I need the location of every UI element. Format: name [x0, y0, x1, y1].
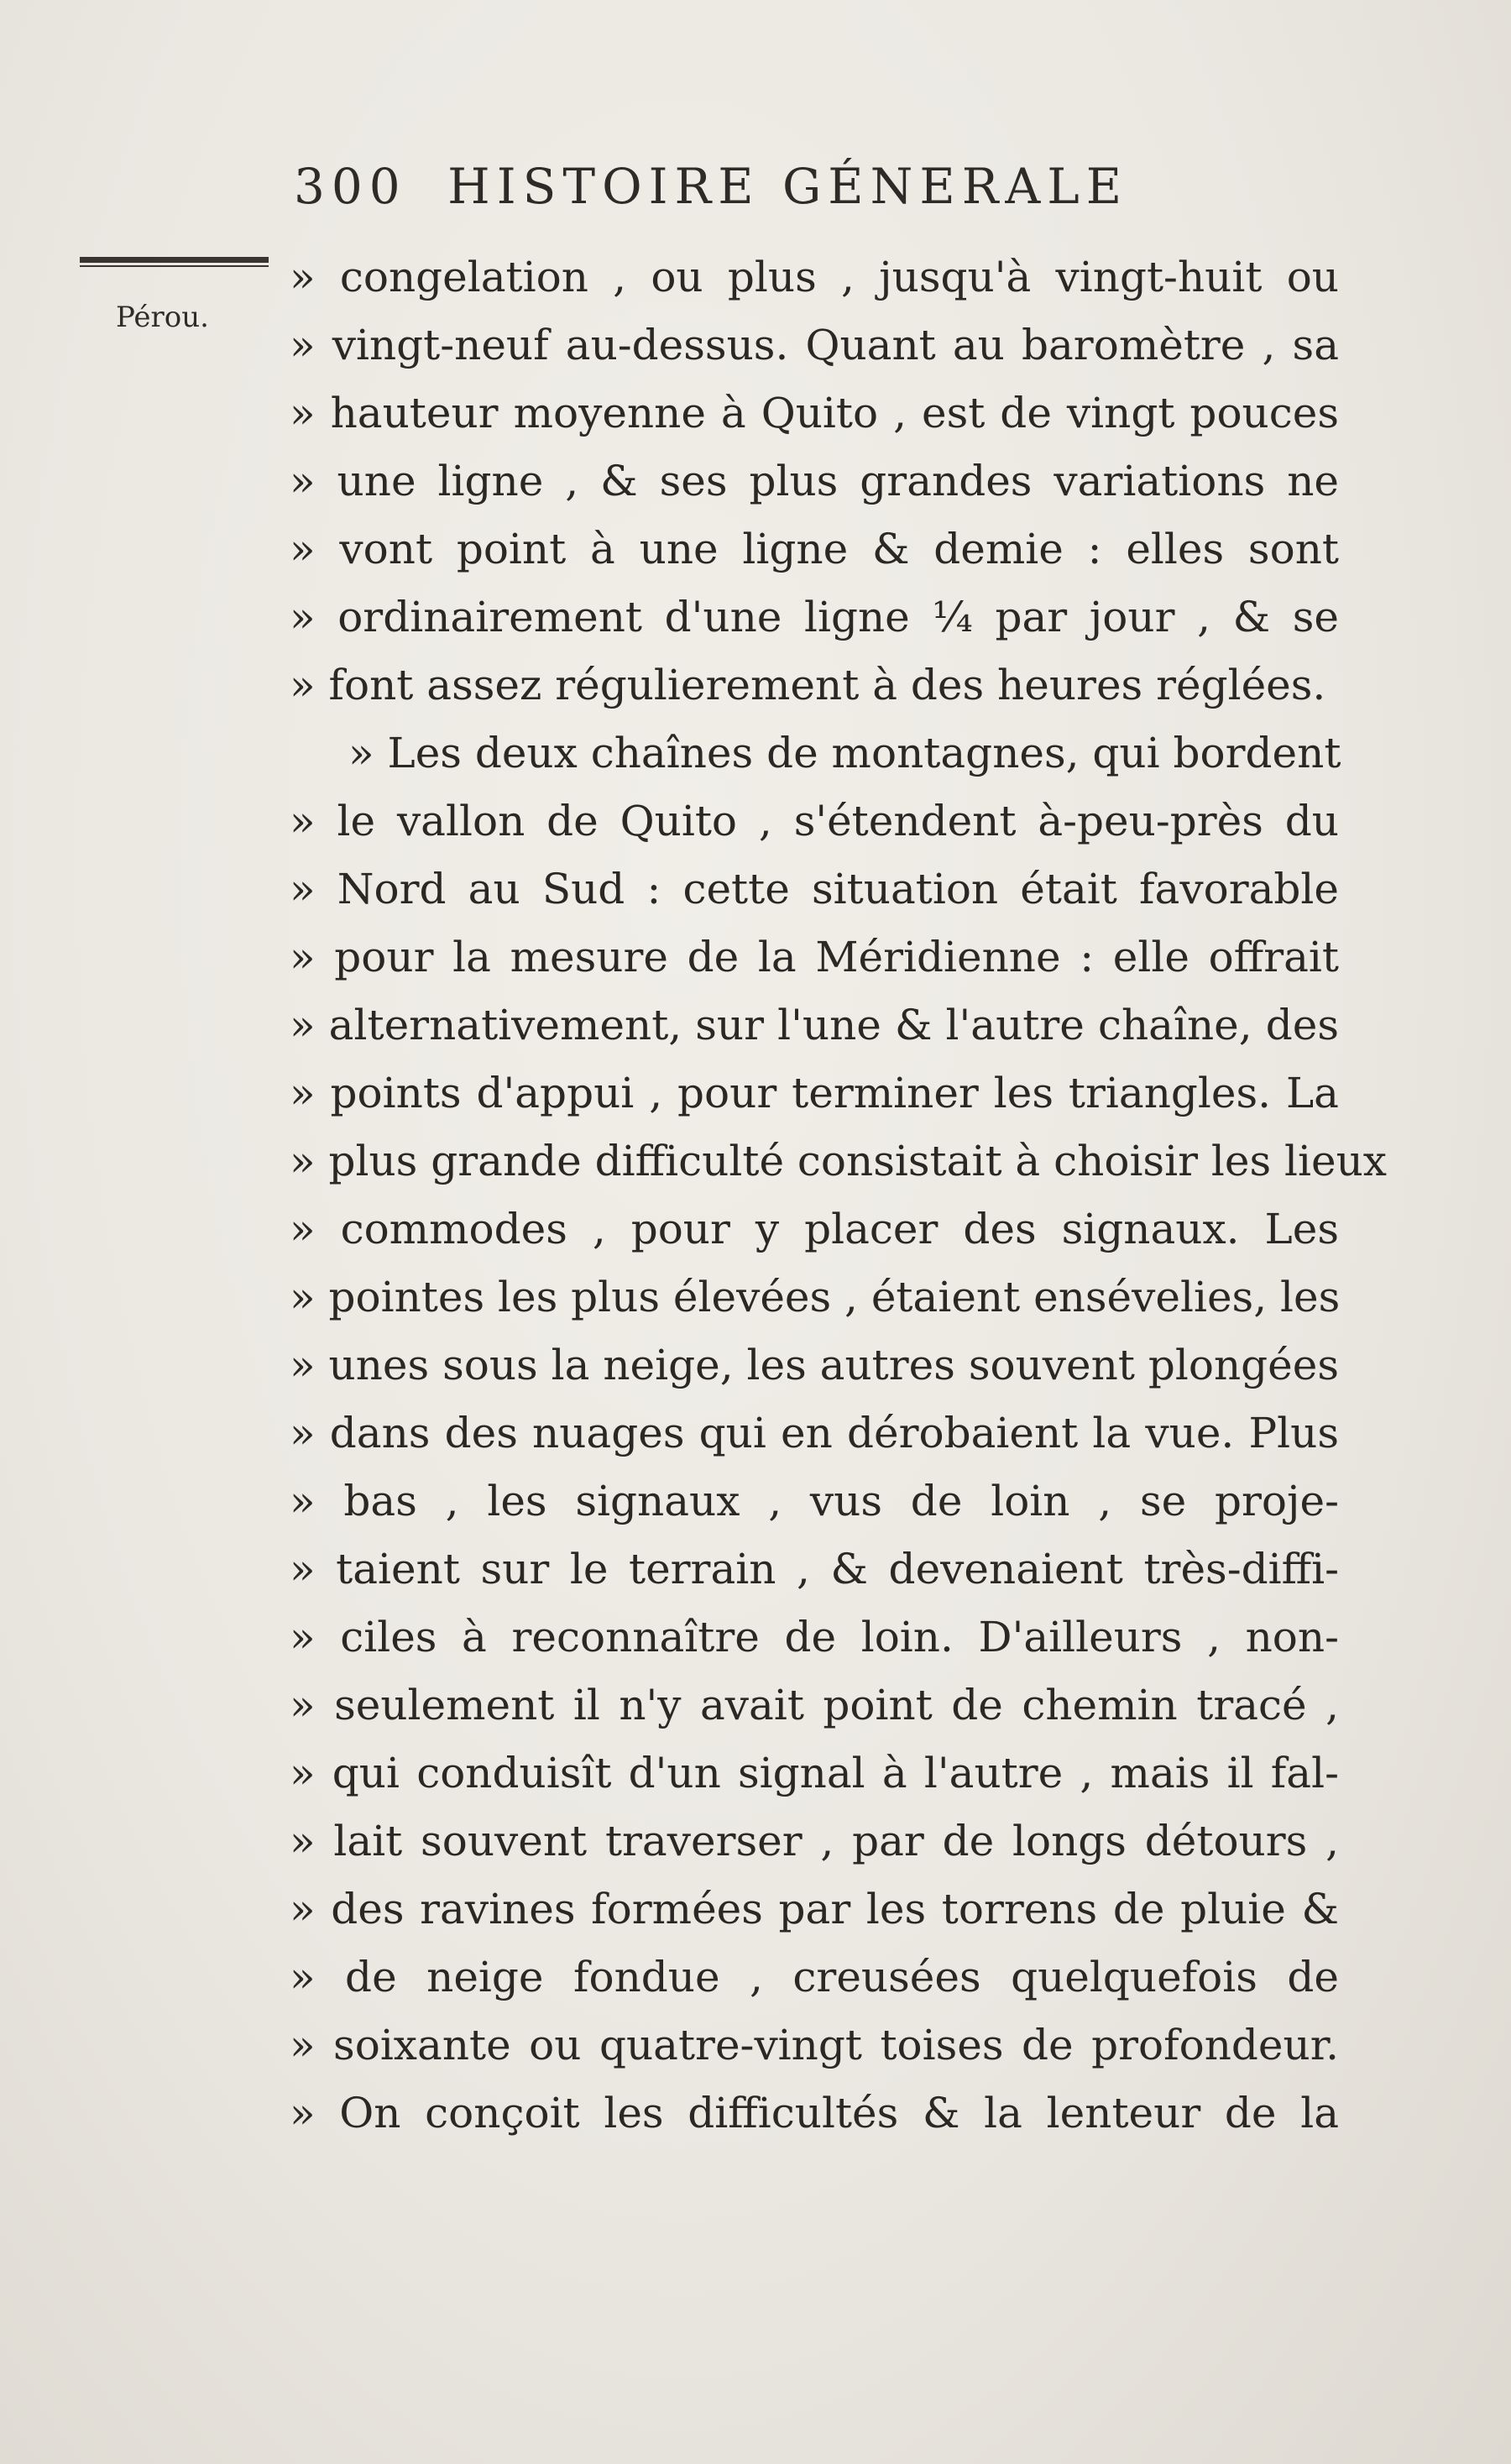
text-line: » qui conduisît d'un signal à l'autre , mais il fal-	[290, 1749, 1339, 1797]
text-line: » taient sur le terrain , & devenaient très-diffi-	[290, 1545, 1339, 1593]
text-line: » hauteur moyenne à Quito , est de vingt pouces	[290, 389, 1339, 437]
text-line: » le vallon de Quito , s'étendent à-peu-près du	[290, 797, 1339, 845]
running-header	[294, 158, 1128, 215]
header-title: HISTOIRE GÉNERALE	[447, 158, 1129, 215]
text-line: » Nord au Sud : cette situation était favorable	[290, 865, 1339, 913]
margin-rule	[80, 257, 269, 267]
text-line: » plus grande difficulté consistait à choisir les lieux	[290, 1137, 1387, 1185]
text-line: » des ravines formées par les torrens de pluie &	[290, 1885, 1339, 1933]
text-line: » soixante ou quatre-vingt toises de profondeur.	[290, 2021, 1339, 2069]
text-line: » unes sous la neige, les autres souvent plongées	[290, 1341, 1339, 1389]
body-text	[290, 243, 1387, 2147]
text-line: » une ligne , & ses plus grandes variations ne	[290, 457, 1339, 505]
text-line: » vingt-neuf au-dessus. Quant au baromètre , sa	[290, 321, 1339, 369]
text-line: » lait souvent traverser , par de longs détours ,	[290, 1817, 1339, 1865]
text-line: » pointes les plus élevées , étaient ensévelies, les	[290, 1273, 1341, 1321]
text-line: » ordinairement d'une ligne ¼ par jour , & se	[290, 593, 1339, 641]
text-line: » seulement il n'y avait point de chemin tracé ,	[290, 1681, 1339, 1729]
text-line: » On conçoit les difficultés & la lenteur de la	[290, 2089, 1339, 2137]
margin-note: Pérou.	[116, 301, 209, 334]
text-line: » de neige fondue , creusées quelquefois de	[290, 1953, 1339, 2001]
text-line: » congelation , ou plus , jusqu'à vingt-huit ou	[290, 253, 1339, 301]
text-line: » alternativement, sur l'une & l'autre chaîne, des	[290, 1001, 1339, 1049]
text-line: » bas , les signaux , vus de loin , se proje-	[290, 1477, 1339, 1525]
text-line: » font assez régulierement à des heures réglées.	[290, 661, 1326, 709]
text-line: » points d'appui , pour terminer les triangles. La	[290, 1069, 1339, 1117]
text-line: » commodes , pour y placer des signaux. Les	[290, 1205, 1339, 1253]
text-line: » pour la mesure de la Méridienne : elle offrait	[290, 933, 1339, 981]
text-line: » dans des nuages qui en dérobaient la vue. Plus	[290, 1409, 1339, 1457]
text-line: » ciles à reconnaître de loin. D'ailleurs , non-	[290, 1613, 1339, 1661]
text-line: » Les deux chaînes de montagnes, qui bordent	[348, 729, 1341, 777]
text-line: » vont point à une ligne & demie : elles sont	[290, 525, 1339, 573]
page-number: 300	[294, 158, 407, 215]
